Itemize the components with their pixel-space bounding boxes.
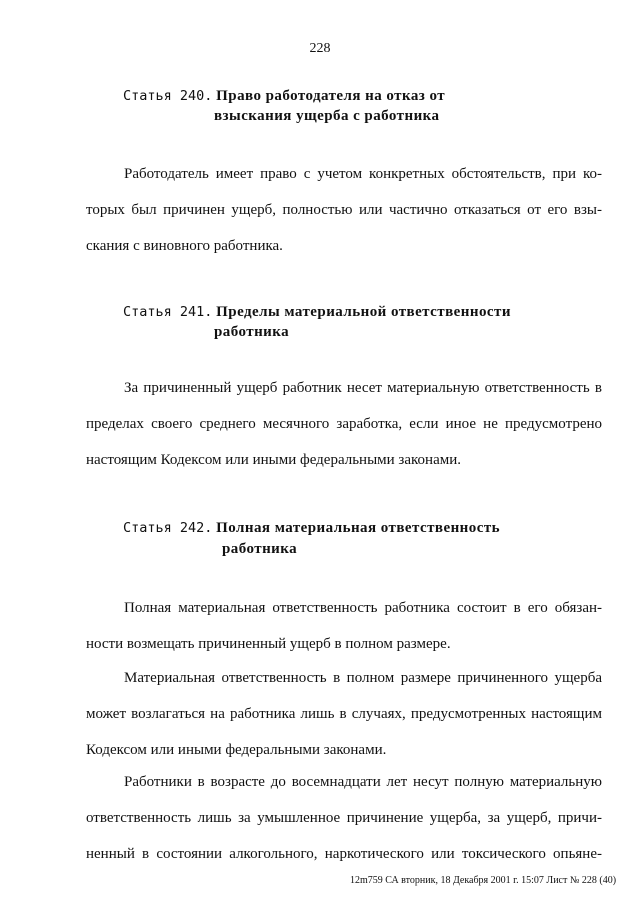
article-242-paragraph-1: Полная материальная ответственность работника состоит в его обязан-ности возмещать причиненный ущерб в полном размере. [86,600,602,652]
article-241-title-line1: Пределы материальной ответственности [216,304,511,320]
article-242-heading [123,518,500,538]
article-240-title-line1: Право работодателя на отказ от [216,88,446,104]
page-number: 228 [309,41,331,56]
page-footer: 12m759 СА вторник, 18 Декабря 2001 г. 15:07 Лист № 228 (40) [350,875,617,886]
article-242-heading-continued [222,539,297,559]
article-241-heading-continued [214,322,289,342]
article-242-paragraph-3: Работники в возрасте до восемнадцати лет несут полную материальную ответственность лишь за умышленное причинение ущерба, за ущерб, причи-ненный в состоянии алкогольного, наркотического или токсического опьяне- [86,774,602,862]
article-242-paragraph-2: Материальная ответственность в полном размере причиненного ущерба может возлагаться на работника лишь в случаях, предусмотренных настоящим Кодексом или иными федеральными законами. [86,670,602,758]
article-240-heading-continued [214,106,440,126]
article-241-title-line2: работника [214,324,290,340]
article-240-heading [123,86,445,106]
article-242-title-line1: Полная материальная ответственность [216,520,501,536]
article-240-paragraph: Работодатель имеет право с учетом конкретных обстоятельств, при ко-торых был причинен ущерб, полностью или частично отказаться от его взы-скания с виновного работника. [86,166,602,254]
article-242-title-line2: работника [222,541,298,557]
article-240-number: Статья 240. [123,88,213,104]
article-241-number: Статья 241. [123,304,213,320]
article-241-heading [123,302,511,322]
article-241-paragraph: За причиненный ущерб работник несет материальную ответственность в пределах своего среднего месячного заработка, если иное не предусмотрено настоящим Кодексом или иными федеральными законами. [86,380,602,468]
article-242-number: Статья 242. [123,520,213,536]
article-240-title-line2: взыскания ущерба с работника [214,108,440,124]
